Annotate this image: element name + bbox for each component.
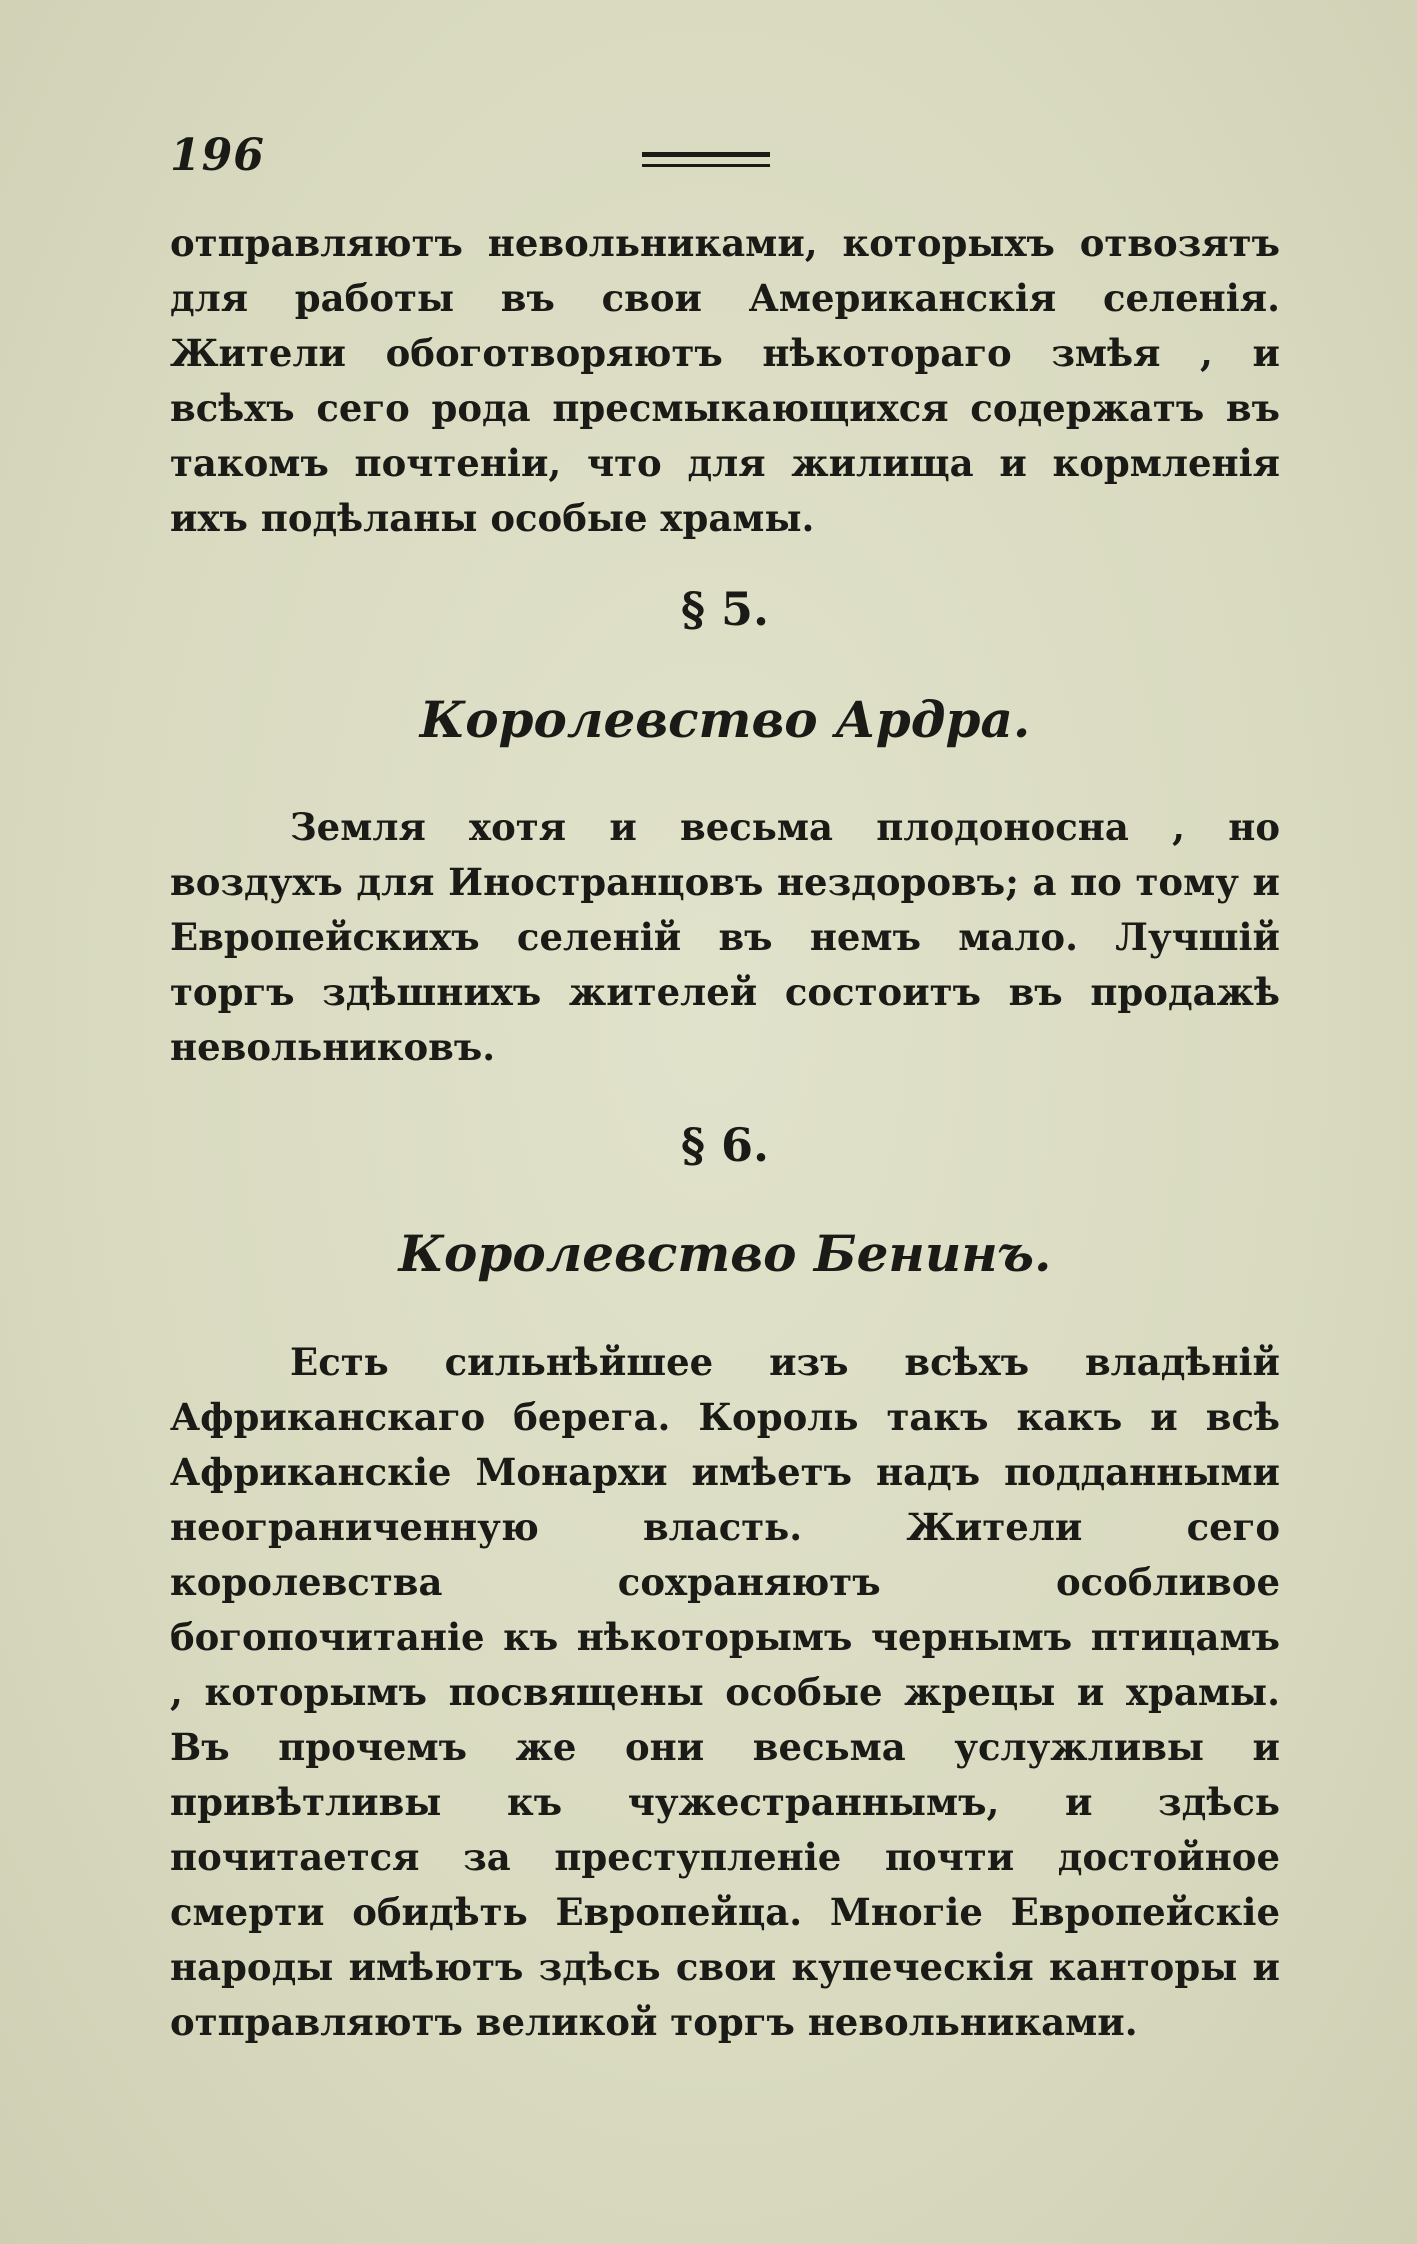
section-mark-5: § 5. [680, 582, 770, 636]
header-rule [642, 152, 770, 157]
section-heading-benin: Королевство Бенинъ. [398, 1224, 1052, 1283]
paragraph-continuation: отправляютъ невольниками, которыхъ отвозятъ для работы въ свои Американскія селенія. Жители обоготворяютъ нѣкотораго змѣя , и всѣхъ сего рода пресмыкающихся содержатъ въ такомъ почтеніи, что для жилища и кормленія ихъ подѣланы особые храмы. [170, 221, 1280, 540]
paragraph-ardra: Земля хотя и весьма плодоносна , но воздухъ для Иностранцовъ нездоровъ; а по тому и Европейскихъ селеній въ немъ мало. Лучшій торгъ здѣшнихъ жителей состоитъ въ продажѣ невольниковъ. [170, 805, 1280, 1069]
section-mark-6: § 6. [680, 1118, 770, 1172]
page-number: 196 [170, 130, 265, 181]
section-heading-ardra: Королевство Ардра. [419, 690, 1031, 749]
header-rule-thin [642, 164, 770, 167]
page-header [170, 130, 1280, 190]
paragraph-benin: Есть сильнѣйшее изъ всѣхъ владѣній Африканскаго берега. Король такъ какъ и всѣ Африканскіе Монархи имѣетъ надъ подданными неограниченную власть. Жители сего королевства сохраняютъ особливое богопочитаніе къ нѣкоторымъ чернымъ птицамъ , которымъ посвящены особые жрецы и храмы. Въ прочемъ же они весьма услужливы и привѣтливы къ чужестраннымъ, и здѣсь почитается за преступленіе почти достойное смерти обидѣть Европейца. Многіе Европейскіе народы имѣютъ здѣсь свои купеческія канторы и отправляютъ великой торгъ невольниками. [170, 1340, 1280, 2044]
